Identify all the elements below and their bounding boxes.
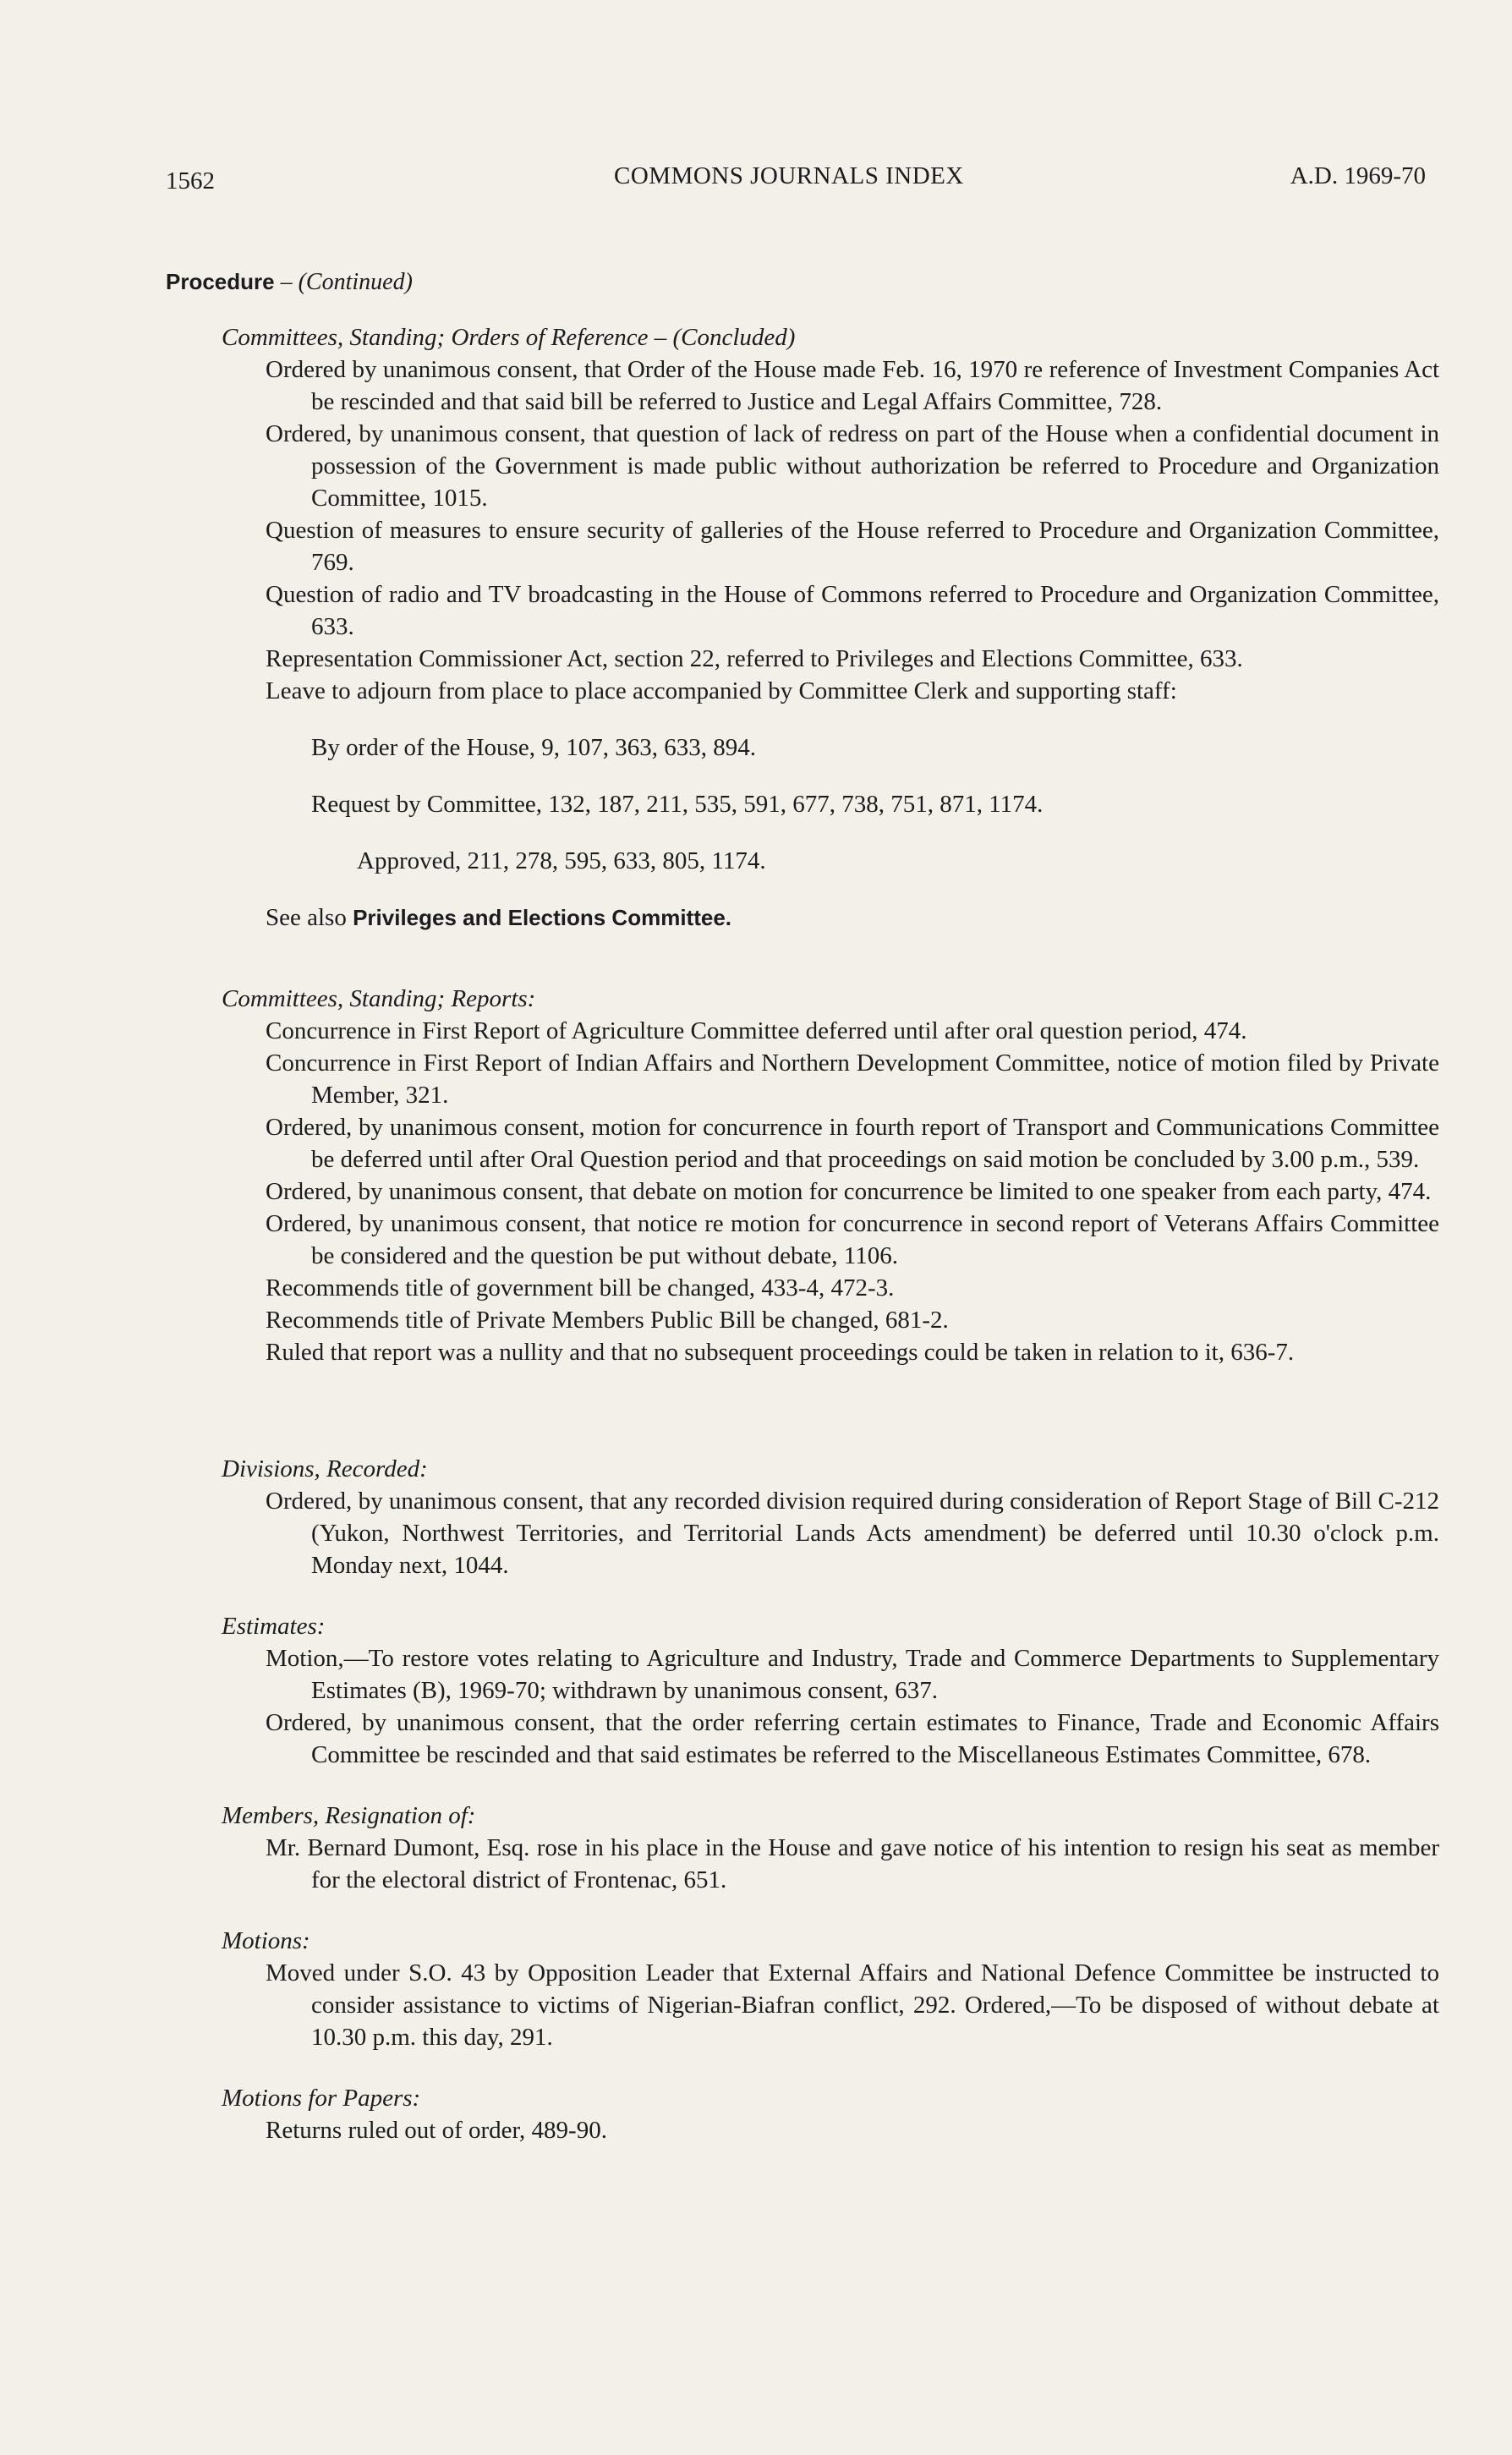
index-entry: Concurrence in First Report of Indian Affairs and Northern Development Committee, notice of motion filed by Private Member, 321. [266,1049,1439,1109]
section-title: Divisions, Recorded: [222,1455,428,1482]
session-year: A.D. 1969-70 [1290,162,1426,189]
section-title: Committees, Standing; Orders of Reference – (Concluded) [222,324,796,351]
index-entry: Ordered, by unanimous consent, motion for concurrence in fourth report of Transport and Communications Committee be deferred until after Oral Question period and that proceedings on said motion be concluded by 3.00 p.m., 539. [266,1114,1439,1173]
section-title: Motions for Papers: [222,2085,421,2112]
section-title: Motions: [222,1927,310,1954]
index-entry: Moved under S.O. 43 by Opposition Leader that External Affairs and National Defence Committee be instructed to consider assistance to victims of Nigerian-Biafran conflict, 292. Ordered,—To be disposed of without debate at 10.30 p.m. this day, 291. [266,1959,1439,2051]
index-entry: Mr. Bernard Dumont, Esq. rose in his place in the House and gave notice of his intention to resign his seat as member for the electoral district of Frontenac, 651. [266,1834,1439,1893]
page-number: 1562 [166,167,215,195]
subject-heading [166,269,413,296]
subject-heading-dash: – [274,269,299,295]
section-motions [222,1925,1439,2053]
see-also-entry [266,901,1439,934]
running-title: COMMONS JOURNALS INDEX [614,162,964,189]
index-subsubentry: Approved, 211, 278, 595, 633, 805, 1174. [357,847,766,874]
index-entry: Ordered by unanimous consent, that Order of the House made Feb. 16, 1970 re reference of Investment Companies Act be rescinded and that said bill be referred to Justice and Legal Affairs Committee, 728. [266,356,1439,415]
index-entry: Returns ruled out of order, 489-90. [266,2117,607,2144]
see-also-reference: Privileges and Elections Committee. [353,905,732,930]
section-divisions [222,1453,1439,1581]
index-entry: Question of radio and TV broadcasting in the House of Commons referred to Procedure and Organization Committee, 633. [266,581,1439,640]
index-subentry: Request by Committee, 132, 187, 211, 535, 591, 677, 738, 751, 871, 1174. [311,791,1044,818]
index-entry: Ordered, by unanimous consent, that any recorded division required during consideration of Report Stage of Bill C-212 (Yukon, Northwest Territories, and Territorial Lands Acts amendment) be deferred until 10.30 o'clock p.m. Monday next, 1044. [266,1488,1439,1579]
index-entry: Ruled that report was a nullity and that no subsequent proceedings could be taken in relation to it, 636-7. [266,1339,1295,1366]
section-reports [222,983,1439,1368]
section-title: Members, Resignation of: [222,1802,476,1829]
section-motions-for-papers [222,2082,1439,2146]
index-entry: Ordered, by unanimous consent, that debate on motion for concurrence be limited to one speaker from each party, 474. [266,1178,1432,1205]
index-entry: Ordered, by unanimous consent, that the order referring certain estimates to Finance, Trade and Economic Affairs Committee be rescinded and that said estimates be referred to the Miscellaneous Estimates Committee, 678. [266,1709,1439,1768]
index-entry: Concurrence in First Report of Agriculture Committee deferred until after oral question period, 474. [266,1017,1247,1044]
index-entry: Recommends title of government bill be changed, 433-4, 472-3. [266,1274,895,1301]
index-entry: Recommends title of Private Members Public Bill be changed, 681-2. [266,1307,949,1334]
index-content [222,321,1439,2146]
page-header [166,162,1426,196]
subject-heading-bold: Procedure [166,269,275,294]
section-title: Committees, Standing; Reports: [222,985,536,1012]
index-entry: Question of measures to ensure security of galleries of the House referred to Procedure and Organization Committee, 769. [266,517,1439,576]
subject-heading-continued: (Continued) [298,269,413,295]
index-entry: Motion,—To restore votes relating to Agriculture and Industry, Trade and Commerce Departments to Supplementary Estimates (B), 1969-70; withdrawn by unanimous consent, 637. [266,1645,1439,1704]
index-entry: Ordered, by unanimous consent, that question of lack of redress on part of the House when a confidential document in possession of the Government is made public without authorization be referred to Procedure and Organization Committee, 1015. [266,420,1439,512]
section-members-resignation [222,1800,1439,1896]
index-entry: Representation Commissioner Act, section 22, referred to Privileges and Elections Committee, 633. [266,645,1243,672]
index-entry: Leave to adjourn from place to place accompanied by Committee Clerk and supporting staff: [266,677,1177,704]
section-title: Estimates: [222,1613,326,1640]
index-entry: Ordered, by unanimous consent, that notice re motion for concurrence in second report of Veterans Affairs Committee be considered and the question be put without debate, 1106. [266,1210,1439,1269]
see-also-prefix: See also [266,904,353,931]
index-subentry: By order of the House, 9, 107, 363, 633, 894. [311,734,756,761]
section-orders-of-reference [222,321,1439,934]
section-estimates [222,1610,1439,1771]
